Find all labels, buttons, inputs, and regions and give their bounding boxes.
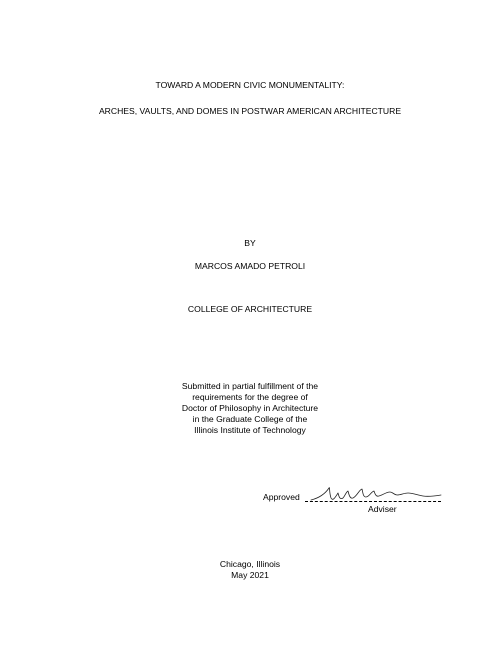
submission-line: Doctor of Philosophy in Architecture	[181, 403, 319, 413]
college-name: COLLEGE OF ARCHITECTURE	[187, 304, 313, 314]
date: May 2021	[231, 570, 269, 580]
adviser-signature	[305, 484, 445, 506]
submission-line: Submitted in partial fulfillment of the	[181, 381, 319, 391]
title-line-2: ARCHES, VAULTS, AND DOMES IN POSTWAR AMERICAN ARCHITECTURE	[98, 106, 402, 116]
approved-label: Approved	[263, 492, 300, 502]
place-and-date	[0, 559, 500, 581]
submission-line: Illinois Institute of Technology	[194, 425, 306, 435]
adviser-label: Adviser	[368, 504, 397, 514]
submission-line: in the Graduate College of the	[192, 414, 308, 424]
author-name: MARCOS AMADO PETROLI	[194, 261, 306, 271]
by-label: BY	[244, 238, 256, 248]
submission-line: requirements for the degree of	[192, 392, 308, 402]
title-line-1: TOWARD A MODERN CIVIC MONUMENTALITY:	[155, 80, 345, 90]
place: Chicago, Illinois	[219, 559, 281, 569]
submission-statement	[0, 381, 500, 436]
approval-block	[263, 484, 448, 514]
